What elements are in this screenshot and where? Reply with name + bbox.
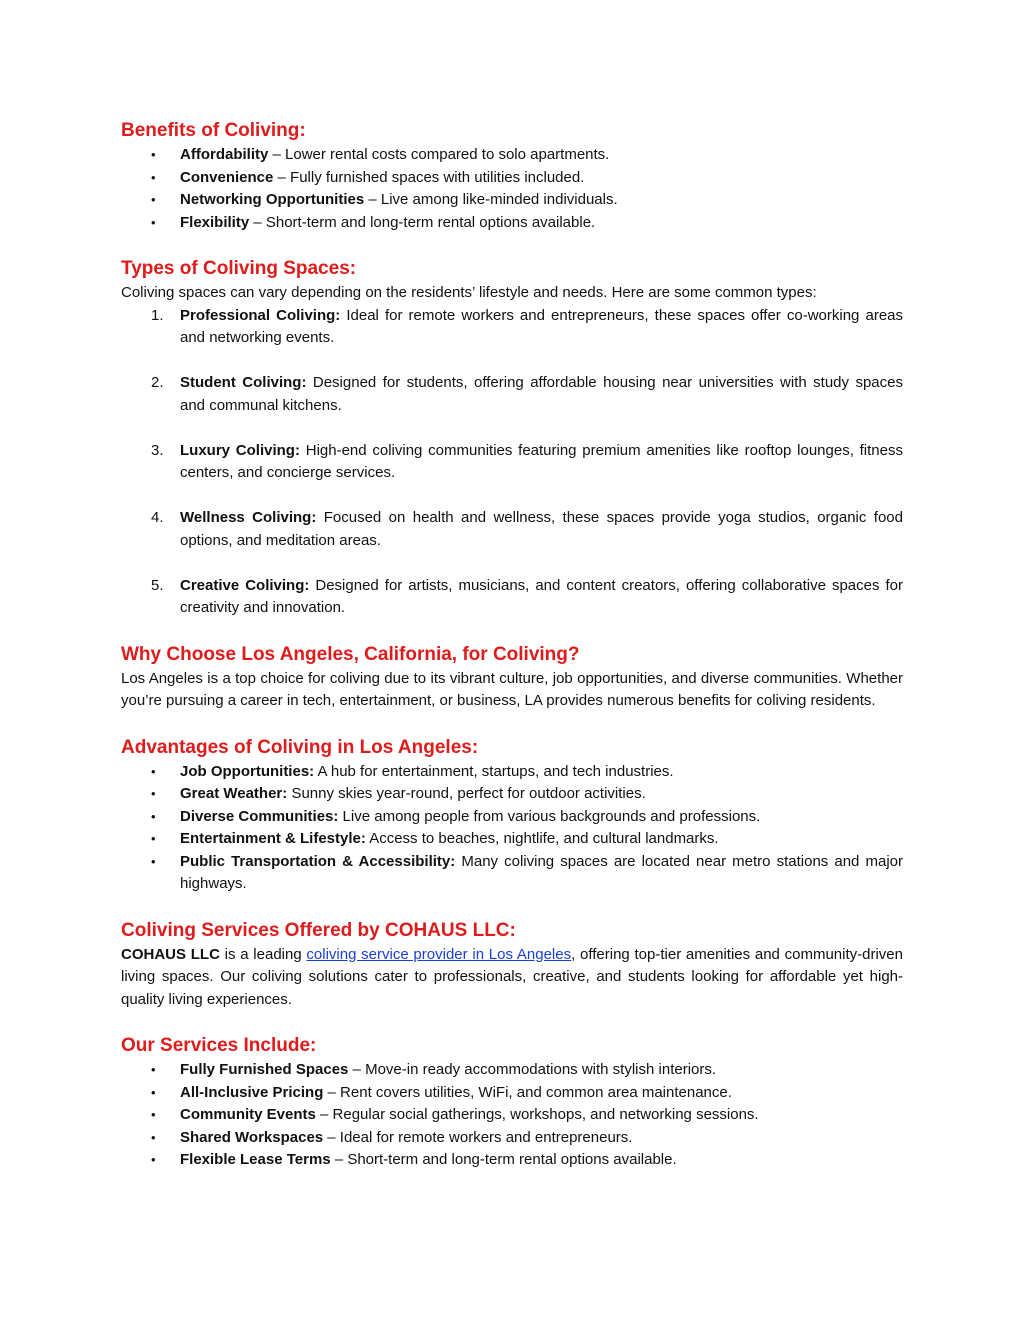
advantages-section	[121, 735, 903, 896]
item-desc: Focused on health and wellness, these spaces provide yoga studios, organic food options, and meditation areas.	[180, 509, 903, 549]
bullet-icon: •	[151, 169, 156, 185]
item-desc: Designed for students, offering affordable housing near universities with study spaces and communal kitchens.	[180, 374, 903, 414]
item-desc: – Fully furnished spaces with utilities included.	[273, 168, 585, 186]
item-term: Entertainment & Lifestyle:	[180, 830, 366, 847]
item-desc: High-end coliving communities featuring premium amenities like rooftop lounges, fitness centers, and concierge services.	[180, 441, 903, 481]
item-term: Diverse Communities:	[180, 807, 339, 825]
item-term: All-Inclusive Pricing	[180, 1083, 324, 1101]
list-item	[121, 189, 903, 212]
item-term: Job Opportunities:	[180, 762, 315, 780]
item-term: Student Coliving:	[180, 374, 307, 391]
list-item	[121, 144, 903, 167]
types-intro: Coliving spaces can vary depending on the residents’ lifestyle and needs. Here are some common types:	[121, 284, 817, 301]
item-term: Networking Opportunities	[180, 191, 365, 208]
bullet-icon: •	[151, 808, 156, 824]
list-item	[121, 575, 903, 620]
types-section	[121, 256, 903, 620]
bullet-icon: •	[151, 192, 156, 207]
item-term: Fully Furnished Spaces	[180, 1061, 349, 1078]
bullet-icon: •	[151, 1107, 156, 1122]
why-heading: Why Choose Los Angeles, California, for Coliving?	[121, 643, 580, 665]
list-item	[121, 507, 903, 552]
item-desc: – Lower rental costs compared to solo apartments.	[268, 146, 610, 163]
list-item	[121, 372, 903, 417]
bullet-icon: •	[151, 763, 156, 779]
item-number: 3.	[151, 441, 164, 459]
list-item	[121, 761, 903, 784]
company-name: COHAUS LLC	[121, 945, 220, 963]
item-desc: – Short-term and long-term rental options available.	[330, 1151, 677, 1168]
bullet-icon: •	[151, 786, 156, 801]
list-item	[121, 212, 903, 235]
item-term: Public Transportation & Accessibility:	[180, 852, 456, 870]
list-item	[121, 1149, 903, 1172]
services-section	[121, 918, 903, 1012]
bullet-icon: •	[151, 831, 156, 846]
item-desc: – Rent covers utilities, WiFi, and common area maintenance.	[323, 1083, 732, 1101]
item-term: Affordability	[180, 146, 269, 163]
include-section	[121, 1033, 903, 1172]
list-item	[121, 1104, 903, 1127]
services-body	[121, 944, 903, 1012]
why-body: Los Angeles is a top choice for coliving due to its vibrant culture, job opportunities, and diverse communities. Whether you’re pursuing a career in tech, entertainment, or business, LA provides numerous benefits for coliving residents.	[121, 669, 903, 709]
item-term: Great Weather:	[180, 785, 288, 802]
item-term: Creative Coliving:	[180, 576, 310, 594]
item-term: Convenience	[180, 168, 274, 186]
services-text-post: , offering top-tier amenities and community-driven living spaces. Our coliving solutions cater to professionals, creative, and students looking for affordable yet high-quality living experiences.	[121, 945, 903, 1008]
list-item	[121, 440, 903, 485]
types-list	[121, 305, 903, 620]
item-term: Shared Workspaces	[180, 1128, 324, 1146]
benefits-list	[121, 144, 903, 234]
include-list	[121, 1059, 903, 1172]
services-heading: Coliving Services Offered by COHAUS LLC:	[121, 919, 516, 941]
item-number: 5.	[151, 576, 164, 594]
advantages-heading: Advantages of Coliving in Los Angeles:	[121, 736, 479, 758]
list-item	[121, 1127, 903, 1150]
include-heading: Our Services Include:	[121, 1035, 317, 1056]
bullet-icon: •	[151, 853, 156, 869]
bullet-icon: •	[151, 1062, 156, 1077]
why-section	[121, 642, 903, 713]
item-term: Flexible Lease Terms	[180, 1151, 331, 1168]
bullet-icon: •	[151, 1152, 156, 1167]
types-heading: Types of Coliving Spaces:	[121, 258, 357, 279]
item-desc: Ideal for remote workers and entrepreneurs, these spaces offer co-working areas and networking events.	[180, 306, 903, 346]
services-text-pre: is a leading	[219, 945, 307, 963]
item-term: Professional Coliving:	[180, 306, 341, 324]
coliving-provider-link[interactable]: coliving service provider in Los Angeles	[306, 945, 572, 963]
benefits-section	[121, 118, 903, 234]
advantages-list	[121, 761, 903, 896]
list-item	[121, 851, 903, 896]
list-item	[121, 1059, 903, 1082]
item-desc: – Regular social gatherings, workshops, and networking sessions.	[315, 1106, 759, 1123]
item-term: Flexibility	[180, 213, 250, 231]
item-desc: – Move-in ready accommodations with stylish interiors.	[348, 1061, 717, 1078]
item-term: Luxury Coliving:	[180, 441, 300, 459]
list-item	[121, 1082, 903, 1105]
item-number: 4.	[151, 509, 164, 526]
list-item	[121, 828, 903, 851]
list-item	[121, 783, 903, 806]
item-term: Wellness Coliving:	[180, 509, 317, 526]
item-desc: Designed for artists, musicians, and content creators, offering collaborative spaces for creativity and innovation.	[180, 576, 903, 616]
bullet-icon: •	[151, 1084, 156, 1100]
item-number: 2.	[151, 374, 164, 391]
item-desc: – Short-term and long-term rental options available.	[249, 213, 596, 231]
list-item	[121, 167, 903, 190]
list-item	[121, 806, 903, 829]
item-desc: – Live among like-minded individuals.	[364, 191, 618, 208]
list-item	[121, 305, 903, 350]
item-desc: Live among people from various backgrounds and professions.	[338, 807, 761, 825]
bullet-icon: •	[151, 214, 156, 230]
item-desc: Sunny skies year-round, perfect for outdoor activities.	[287, 785, 646, 802]
item-desc: A hub for entertainment, startups, and tech industries.	[314, 762, 674, 780]
item-desc: Many coliving spaces are located near metro stations and major highways.	[180, 852, 903, 892]
bullet-icon: •	[151, 147, 156, 162]
item-term: Community Events	[180, 1106, 316, 1123]
item-desc: – Ideal for remote workers and entrepreneurs.	[323, 1128, 633, 1146]
item-number: 1.	[151, 306, 164, 324]
item-desc: Access to beaches, nightlife, and cultural landmarks.	[365, 830, 719, 847]
benefits-heading: Benefits of Coliving:	[121, 120, 306, 141]
bullet-icon: •	[151, 1129, 156, 1145]
